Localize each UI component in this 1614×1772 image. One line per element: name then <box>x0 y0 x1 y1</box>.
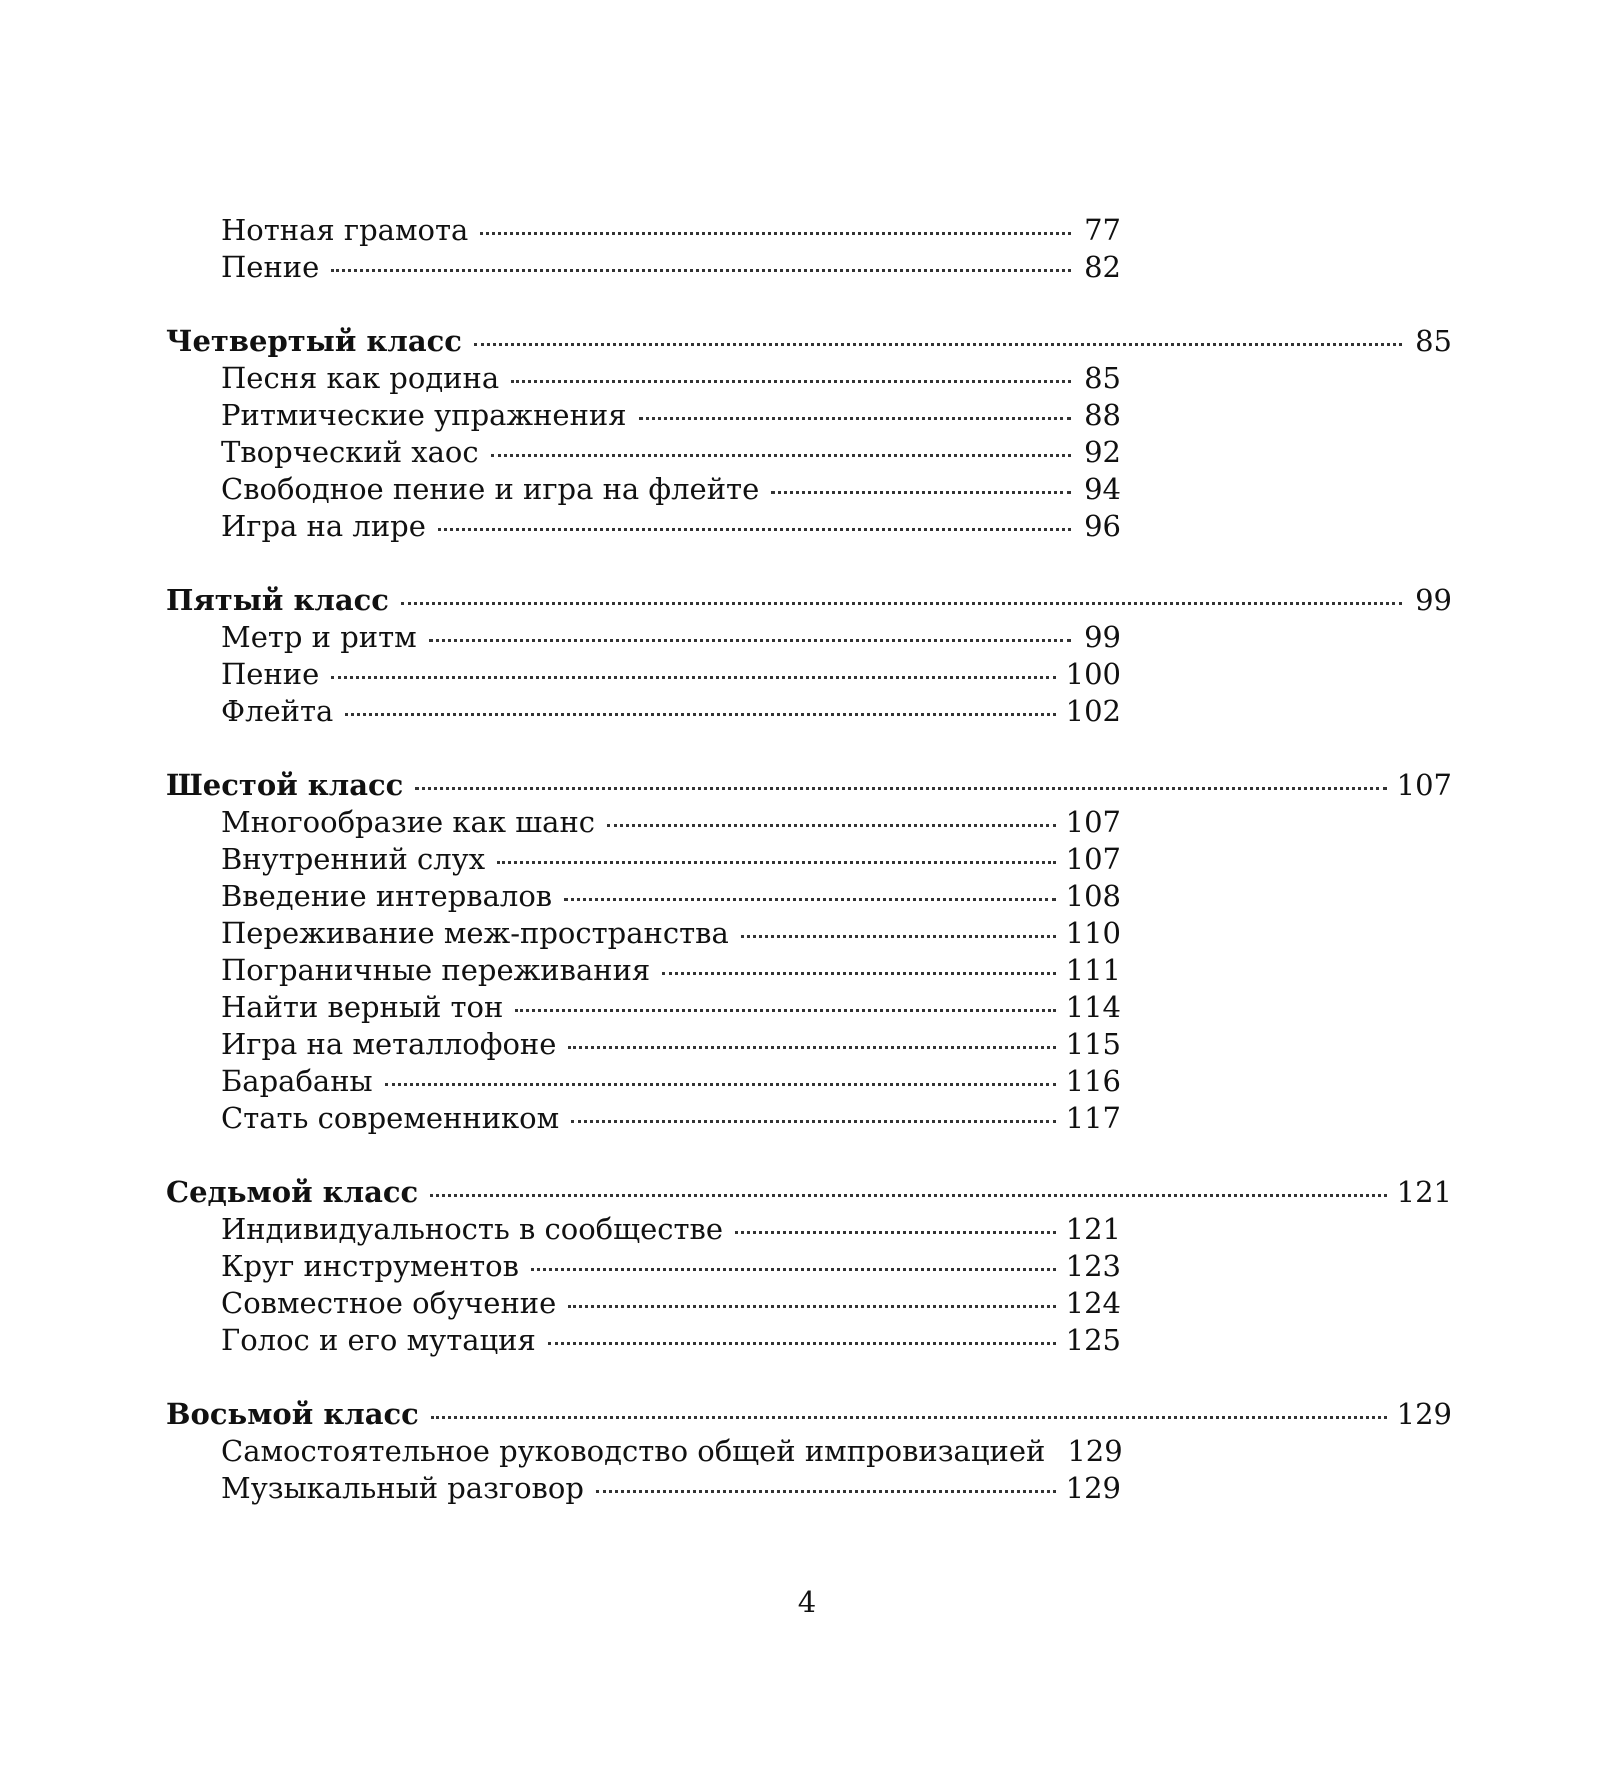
toc-entry[interactable] <box>221 1285 1121 1322</box>
dot-leader <box>415 787 1386 790</box>
toc-section-title: Шестой класс <box>166 768 404 802</box>
dot-leader <box>548 1342 1056 1345</box>
dot-leader <box>741 935 1056 938</box>
toc-entry-title: Творческий хаос <box>221 435 479 469</box>
toc-entry-title: Стать современником <box>221 1101 560 1135</box>
toc-entry-title: Введение интервалов <box>221 879 553 913</box>
toc-section <box>166 212 1452 286</box>
dot-leader <box>662 972 1055 975</box>
toc-section-title: Четвертый класс <box>166 324 462 358</box>
toc-entry[interactable] <box>221 397 1121 434</box>
toc-entry[interactable] <box>221 212 1121 249</box>
toc-entry-page: 108 <box>1065 879 1121 913</box>
toc-section-title: Пятый класс <box>166 583 389 617</box>
dot-leader <box>480 232 1071 235</box>
toc-section-page: 85 <box>1415 324 1452 358</box>
toc-section <box>166 323 1452 545</box>
toc-entry-page: 85 <box>1084 361 1121 395</box>
dot-leader <box>568 1305 1055 1308</box>
toc-entry-page: 116 <box>1065 1064 1121 1098</box>
toc-entry[interactable] <box>221 471 1121 508</box>
toc-section-page: 129 <box>1396 1397 1452 1431</box>
toc-entry-page: 82 <box>1084 250 1121 284</box>
toc-entry-title: Многообразие как шанс <box>221 805 596 839</box>
toc-section-heading[interactable] <box>166 582 1452 619</box>
toc-entry-page: 107 <box>1065 842 1121 876</box>
toc-entry-page: 110 <box>1065 916 1121 950</box>
toc-entry-page: 121 <box>1065 1212 1121 1246</box>
toc-entry[interactable] <box>221 360 1121 397</box>
toc-entry-title: Голос и его мутация <box>221 1323 536 1357</box>
toc-entry-page: 129 <box>1065 1471 1121 1505</box>
toc-entry-title: Свободное пение и игра на флейте <box>221 472 760 506</box>
toc-entry-title: Флейта <box>221 694 334 728</box>
toc-section <box>166 582 1452 730</box>
dot-leader <box>568 1046 1055 1049</box>
toc-entry-title: Игра на металлофоне <box>221 1027 557 1061</box>
toc-entry-title: Музыкальный разговор <box>221 1471 584 1505</box>
toc-entry[interactable] <box>221 841 1121 878</box>
dot-leader <box>430 1194 1386 1197</box>
toc-entry-page: 99 <box>1084 620 1121 654</box>
toc-section <box>166 1396 1452 1507</box>
toc-entry[interactable] <box>221 434 1121 471</box>
dot-leader <box>596 1490 1056 1493</box>
toc-entry-page: 107 <box>1065 805 1121 839</box>
toc-entry-title: Барабаны <box>221 1064 373 1098</box>
dot-leader <box>345 713 1055 716</box>
toc-entry-page: 96 <box>1084 509 1121 543</box>
toc-entry[interactable] <box>221 508 1121 545</box>
toc-entry-page: 117 <box>1065 1101 1121 1135</box>
toc-entry-page: 114 <box>1065 990 1121 1024</box>
toc-entry-page: 115 <box>1065 1027 1121 1061</box>
toc-entry-title: Метр и ритм <box>221 620 417 654</box>
dot-leader <box>564 898 1056 901</box>
dot-leader <box>639 417 1071 420</box>
toc-entry-title: Индивидуальность в сообществе <box>221 1212 724 1246</box>
toc-entry-title: Круг инструментов <box>221 1249 519 1283</box>
toc-entry[interactable] <box>221 878 1121 915</box>
toc-entry-page: 100 <box>1065 657 1121 691</box>
dot-leader <box>515 1009 1055 1012</box>
toc-entry[interactable] <box>221 1026 1121 1063</box>
dot-leader <box>491 454 1071 457</box>
dot-leader <box>385 1083 1056 1086</box>
toc-entry-title: Совместное обучение <box>221 1286 557 1320</box>
toc-section-page: 121 <box>1396 1175 1452 1209</box>
toc-entry-page: 123 <box>1065 1249 1121 1283</box>
toc-section-page: 99 <box>1415 583 1452 617</box>
toc-entry[interactable] <box>221 952 1121 989</box>
table-of-contents <box>166 212 1452 1544</box>
toc-entry[interactable] <box>221 1211 1121 1248</box>
dot-leader <box>571 1120 1055 1123</box>
toc-entry[interactable] <box>221 1433 1121 1470</box>
toc-entry-title: Пограничные переживания <box>221 953 651 987</box>
toc-entry-title: Переживание меж-пространства <box>221 916 729 950</box>
toc-entry[interactable] <box>221 989 1121 1026</box>
toc-entry-title: Ритмические упражнения <box>221 398 627 432</box>
toc-entry-title: Самостоятельное руководство общей импровизацией <box>221 1434 1046 1468</box>
dot-leader <box>431 1416 1387 1419</box>
toc-entry[interactable] <box>221 1063 1121 1100</box>
dot-leader <box>474 343 1402 346</box>
toc-section-heading[interactable] <box>166 1396 1452 1433</box>
dot-leader <box>531 1268 1056 1271</box>
toc-section-heading[interactable] <box>166 767 1452 804</box>
toc-entry-title: Пение <box>221 250 320 284</box>
toc-section <box>166 1174 1452 1359</box>
toc-entry-title: Игра на лире <box>221 509 426 543</box>
toc-entry-page: 92 <box>1084 435 1121 469</box>
toc-section-heading[interactable] <box>166 323 1452 360</box>
dot-leader <box>401 602 1402 605</box>
toc-entry-page: 77 <box>1084 213 1121 247</box>
toc-entry-title: Пение <box>221 657 320 691</box>
dot-leader <box>429 639 1071 642</box>
toc-entry-title: Песня как родина <box>221 361 500 395</box>
toc-entry[interactable] <box>221 915 1121 952</box>
toc-entry[interactable] <box>221 693 1121 730</box>
toc-entry[interactable] <box>221 619 1121 656</box>
toc-entry[interactable] <box>221 1100 1121 1137</box>
toc-entry-page: 102 <box>1065 694 1121 728</box>
toc-entry[interactable] <box>221 249 1121 286</box>
toc-entry-page: 125 <box>1065 1323 1121 1357</box>
toc-entry-page: 124 <box>1065 1286 1121 1320</box>
toc-entry-title: Нотная грамота <box>221 213 469 247</box>
toc-entry-page: 111 <box>1065 953 1121 987</box>
dot-leader <box>771 491 1071 494</box>
toc-section-page: 107 <box>1396 768 1452 802</box>
dot-leader <box>497 861 1056 864</box>
toc-entry-title: Найти верный тон <box>221 990 504 1024</box>
toc-entry-title: Внутренний слух <box>221 842 486 876</box>
toc-section-title: Седьмой класс <box>166 1175 419 1209</box>
dot-leader <box>331 676 1055 679</box>
dot-leader <box>438 528 1071 531</box>
toc-entry[interactable] <box>221 1470 1121 1507</box>
toc-entry-page: 94 <box>1084 472 1121 506</box>
toc-entry-page: 88 <box>1084 398 1121 432</box>
toc-section-title: Восьмой класс <box>166 1397 419 1431</box>
dot-leader <box>735 1231 1056 1234</box>
toc-entry[interactable] <box>221 804 1121 841</box>
toc-entry-page: 129 <box>1067 1434 1123 1468</box>
dot-leader <box>607 824 1056 827</box>
dot-leader <box>331 269 1071 272</box>
toc-entry[interactable] <box>221 1322 1121 1359</box>
toc-section <box>166 767 1452 1137</box>
toc-section-heading[interactable] <box>166 1174 1452 1211</box>
dot-leader <box>511 380 1071 383</box>
page-number: 4 <box>797 1585 817 1619</box>
toc-entry[interactable] <box>221 656 1121 693</box>
toc-entry[interactable] <box>221 1248 1121 1285</box>
